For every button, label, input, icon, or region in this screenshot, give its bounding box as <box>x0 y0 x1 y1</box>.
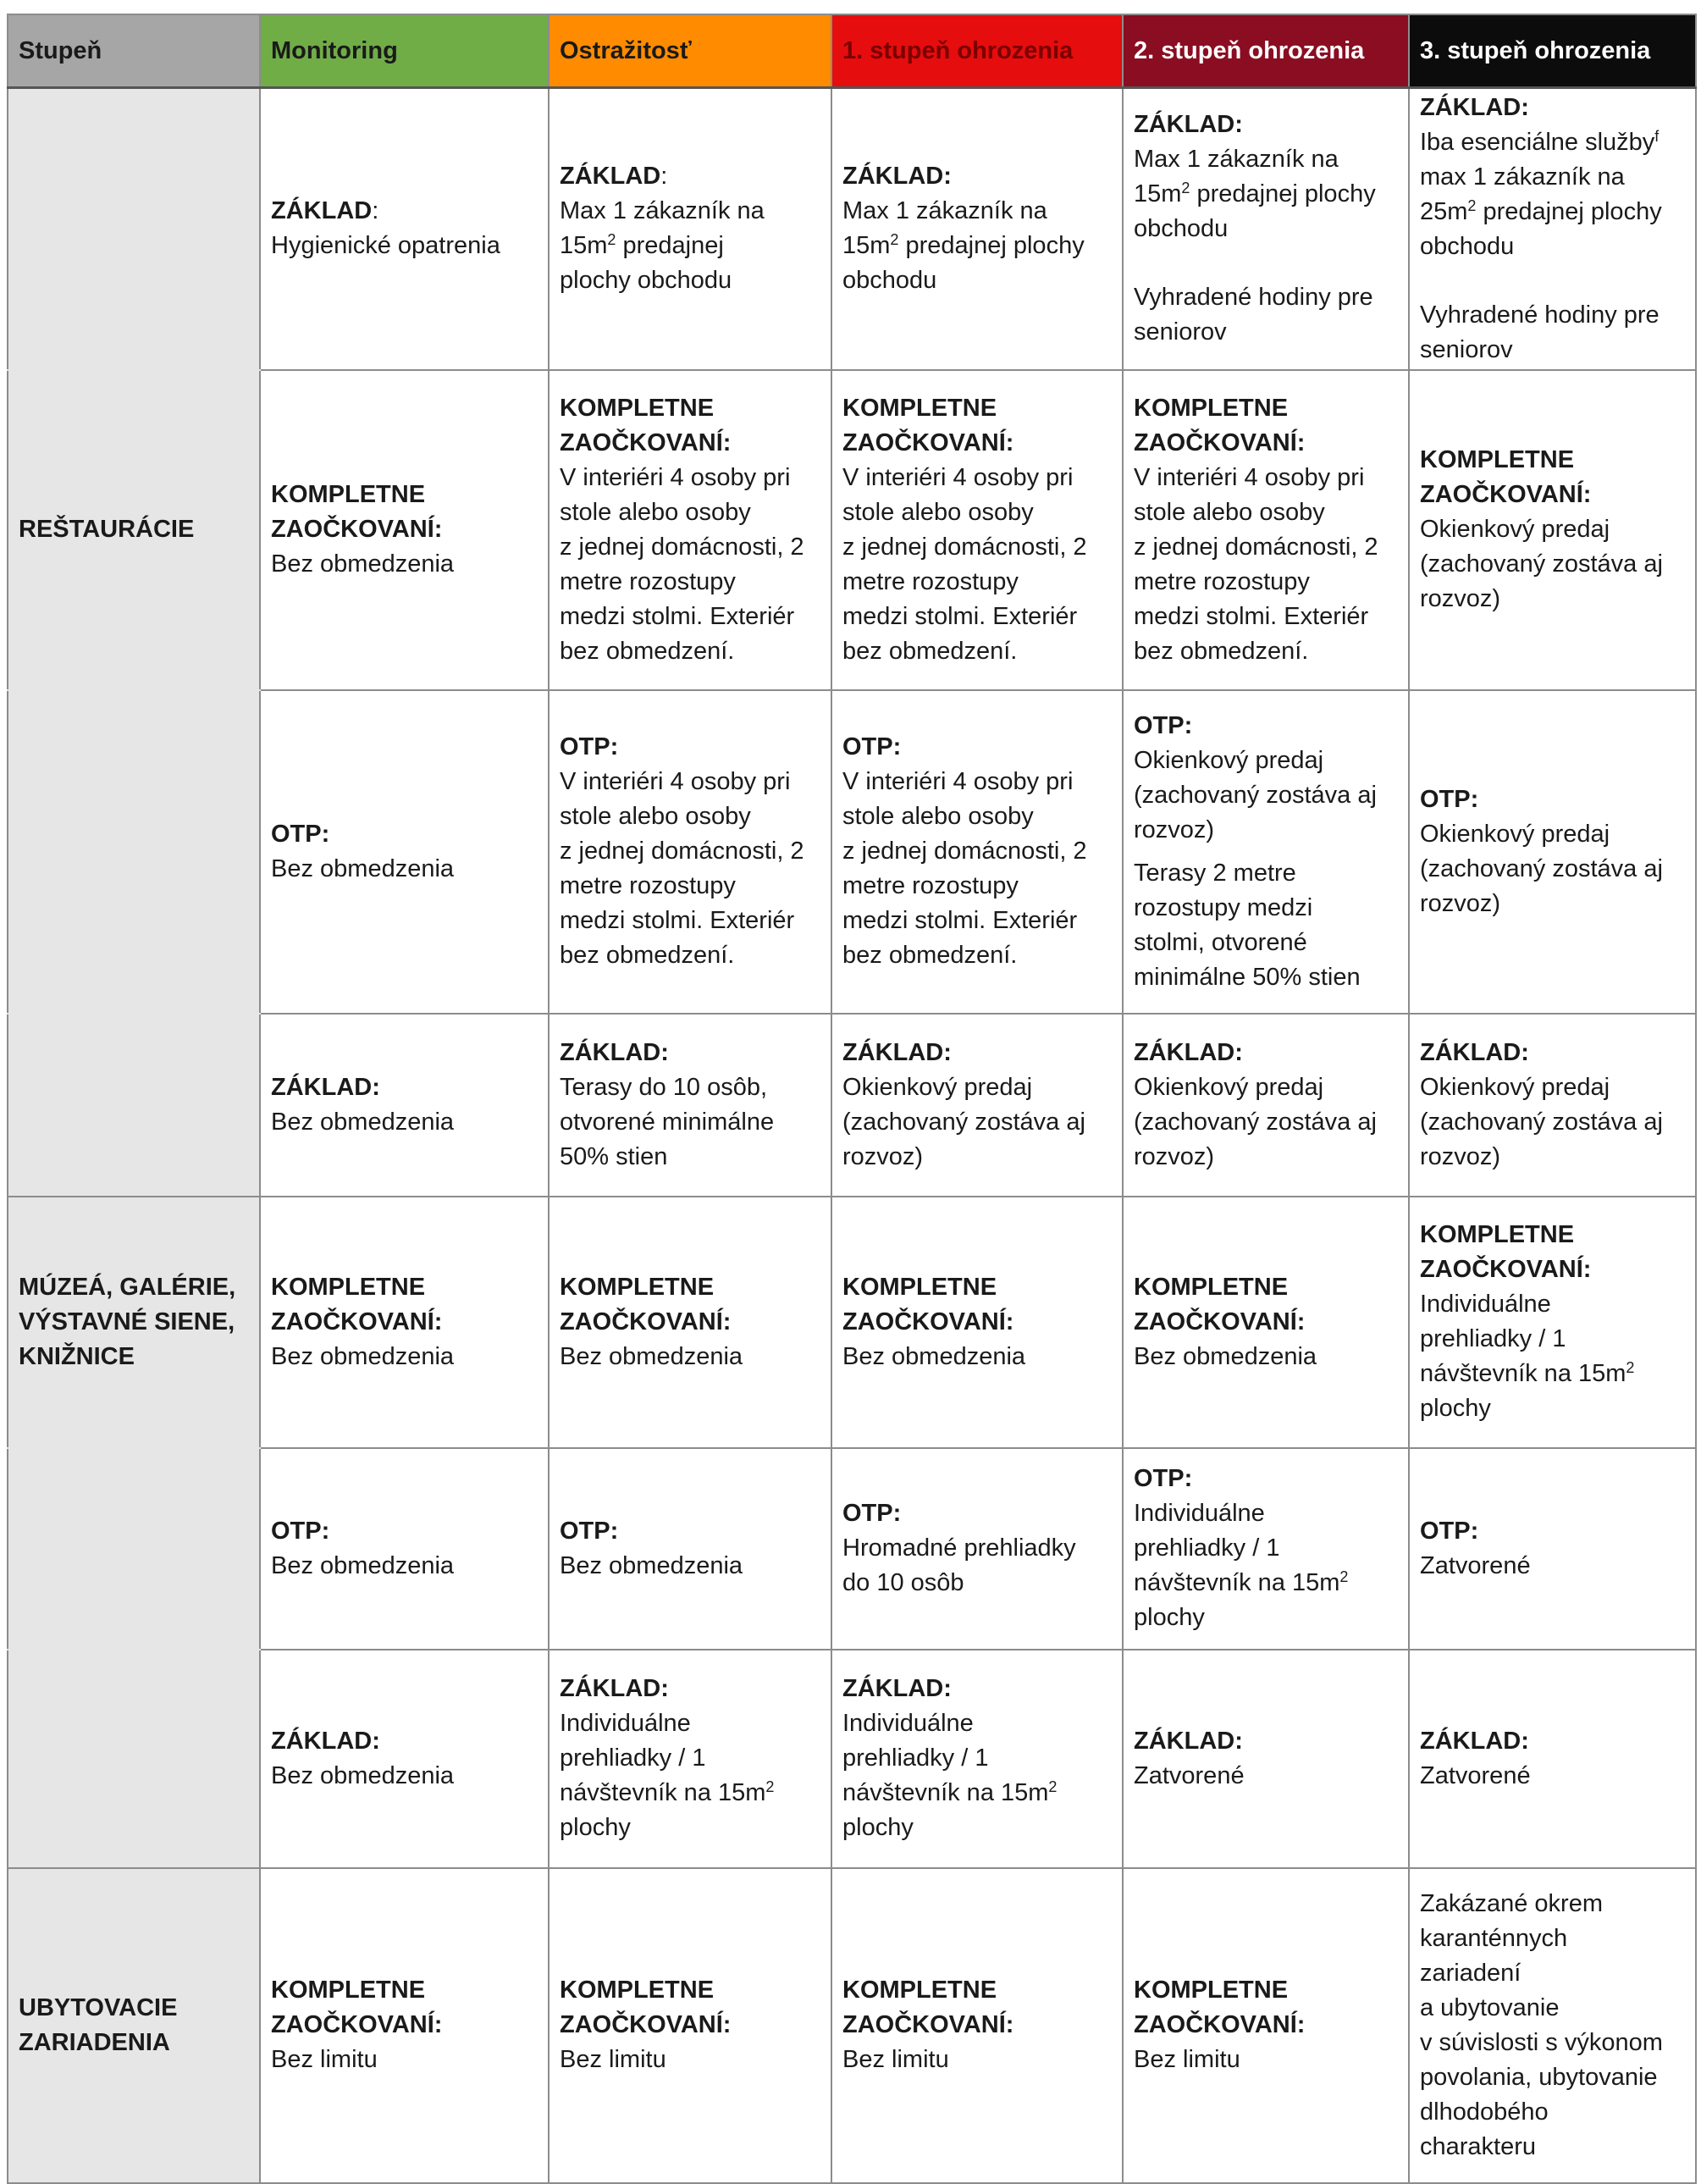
covid-measures-table <box>7 14 1697 2184</box>
category-cell-empty <box>8 690 260 1014</box>
cell-stupen-2: KOMPLETNE ZAOČKOVANÍ: Bez obmedzenia <box>1123 1197 1409 1448</box>
cell-stupen-3: Zakázané okrem karanténnych zariadení a ubytovanie v súvislosti s výkonom povolania, ubytovanie dlhodobého charakteru <box>1409 1868 1696 2183</box>
cell-stupen-1: OTP: Hromadné prehliadky do 10 osôb <box>831 1448 1123 1650</box>
cell-stupen-1: ZÁKLAD: Okienkový predaj (zachovaný zostáva aj rozvoz) <box>831 1014 1123 1197</box>
category-ubytovacie: UBYTOVACIE ZARIADENIA <box>8 1868 260 2183</box>
cell-stupen-3: KOMPLETNE ZAOČKOVANÍ: Individuálne prehliadky / 1 návštevník na $15m^2$ plochy <box>1409 1197 1696 1448</box>
cell-ostrazitost: KOMPLETNE ZAOČKOVANÍ: V interiéri 4 osoby pri stole alebo osoby z jednej domácnosti, 2 metre rozostupy medzi stolmi. Exteriér bez obmedzení. <box>549 370 831 690</box>
header-stupen-1: 1. stupeň ohrozenia <box>831 14 1123 88</box>
cell-stupen-1: KOMPLETNE ZAOČKOVANÍ: V interiéri 4 osoby pri stole alebo osoby z jednej domácnosti, 2 metre rozostupy medzi stolmi. Exteriér bez obmedzení. <box>831 370 1123 690</box>
cell-monitoring: KOMPLETNE ZAOČKOVANÍ: Bez obmedzenia <box>260 370 549 690</box>
cell-stupen-2: ZÁKLAD: Okienkový predaj (zachovaný zostáva aj rozvoz) <box>1123 1014 1409 1197</box>
cell-stupen-3: ZÁKLAD: Okienkový predaj (zachovaný zostáva aj rozvoz) <box>1409 1014 1696 1197</box>
cell-stupen-2: KOMPLETNE ZAOČKOVANÍ: Bez limitu <box>1123 1868 1409 2183</box>
cell-ostrazitost: KOMPLETNE ZAOČKOVANÍ: Bez limitu <box>549 1868 831 2183</box>
header-row <box>8 14 1696 88</box>
cell-ostrazitost: ZÁKLAD: Max 1 zákazník na $15m^2$ predajnej plochy obchodu <box>549 88 831 370</box>
cell-stupen-3: KOMPLETNE ZAOČKOVANÍ: Okienkový predaj (zachovaný zostáva aj rozvoz) <box>1409 370 1696 690</box>
category-muzea: MÚZEÁ, GALÉRIE, VÝSTAVNÉ SIENE, KNIŽNICE <box>8 1197 260 1448</box>
table-row <box>8 370 1696 690</box>
category-restauracie: REŠTAURÁCIE <box>8 370 260 690</box>
table-row <box>8 88 1696 370</box>
table-row <box>8 1014 1696 1197</box>
cell-monitoring: ZÁKLAD: Bez obmedzenia <box>260 1014 549 1197</box>
table-row <box>8 1197 1696 1448</box>
cell-stupen-2: OTP: Okienkový predaj (zachovaný zostáva aj rozvoz) Terasy 2 metre rozostupy medzi stolmi, otvorené minimálne 50% stien <box>1123 690 1409 1014</box>
header-stupen: Stupeň <box>8 14 260 88</box>
cell-stupen-1: ZÁKLAD: Individuálne prehliadky / 1 návštevník na $15m^2$ plochy <box>831 1650 1123 1868</box>
cell-monitoring: OTP: Bez obmedzenia <box>260 1448 549 1650</box>
cell-ostrazitost: ZÁKLAD: Individuálne prehliadky / 1 návštevník na $15m^2$ plochy <box>549 1650 831 1868</box>
cell-ostrazitost: KOMPLETNE ZAOČKOVANÍ: Bez obmedzenia <box>549 1197 831 1448</box>
cell-stupen-1: OTP: V interiéri 4 osoby pri stole alebo osoby z jednej domácnosti, 2 metre rozostupy medzi stolmi. Exteriér bez obmedzení. <box>831 690 1123 1014</box>
cell-stupen-3: OTP: Zatvorené <box>1409 1448 1696 1650</box>
table-row <box>8 1448 1696 1650</box>
category-cell-empty <box>8 1650 260 1868</box>
cell-stupen-3: ZÁKLAD: Iba esenciálne služby$^f$ max 1 zákazník na $25m^2$ predajnej plochy obchodu Vyhradené hodiny pre seniorov <box>1409 88 1696 370</box>
cell-stupen-1: KOMPLETNE ZAOČKOVANÍ: Bez obmedzenia <box>831 1197 1123 1448</box>
table-row <box>8 690 1696 1014</box>
cell-ostrazitost: ZÁKLAD: Terasy do 10 osôb, otvorené minimálne 50% stien <box>549 1014 831 1197</box>
header-stupen-3: 3. stupeň ohrozenia <box>1409 14 1696 88</box>
cell-stupen-3: OTP: Okienkový predaj (zachovaný zostáva aj rozvoz) <box>1409 690 1696 1014</box>
cell-monitoring: OTP: Bez obmedzenia <box>260 690 549 1014</box>
cell-ostrazitost: OTP: Bez obmedzenia <box>549 1448 831 1650</box>
cell-stupen-1: KOMPLETNE ZAOČKOVANÍ: Bez limitu <box>831 1868 1123 2183</box>
cell-monitoring: KOMPLETNE ZAOČKOVANÍ: Bez obmedzenia <box>260 1197 549 1448</box>
cell-monitoring: ZÁKLAD: Bez obmedzenia <box>260 1650 549 1868</box>
cell-stupen-2: KOMPLETNE ZAOČKOVANÍ: V interiéri 4 osoby pri stole alebo osoby z jednej domácnosti, 2 metre rozostupy medzi stolmi. Exteriér bez obmedzení. <box>1123 370 1409 690</box>
cell-stupen-2: ZÁKLAD: Max 1 zákazník na $15m^2$ predajnej plochy obchodu Vyhradené hodiny pre seniorov <box>1123 88 1409 370</box>
category-cell-empty <box>8 88 260 370</box>
header-monitoring: Monitoring <box>260 14 549 88</box>
cell-stupen-2: ZÁKLAD: Zatvorené <box>1123 1650 1409 1868</box>
cell-monitoring: KOMPLETNE ZAOČKOVANÍ: Bez limitu <box>260 1868 549 2183</box>
table-row <box>8 1650 1696 1868</box>
cell-monitoring: ZÁKLAD: Hygienické opatrenia <box>260 88 549 370</box>
header-ostrazitost: Ostražitosť <box>549 14 831 88</box>
category-cell-empty <box>8 1014 260 1197</box>
table-row <box>8 1868 1696 2183</box>
cell-stupen-3: ZÁKLAD: Zatvorené <box>1409 1650 1696 1868</box>
cell-ostrazitost: OTP: V interiéri 4 osoby pri stole alebo osoby z jednej domácnosti, 2 metre rozostupy medzi stolmi. Exteriér bez obmedzení. <box>549 690 831 1014</box>
cell-stupen-1: ZÁKLAD: Max 1 zákazník na $15m^2$ predajnej plochy obchodu <box>831 88 1123 370</box>
category-cell-empty <box>8 1448 260 1650</box>
header-stupen-2: 2. stupeň ohrozenia <box>1123 14 1409 88</box>
cell-stupen-2: OTP: Individuálne prehliadky / 1 návštevník na $15m^2$ plochy <box>1123 1448 1409 1650</box>
